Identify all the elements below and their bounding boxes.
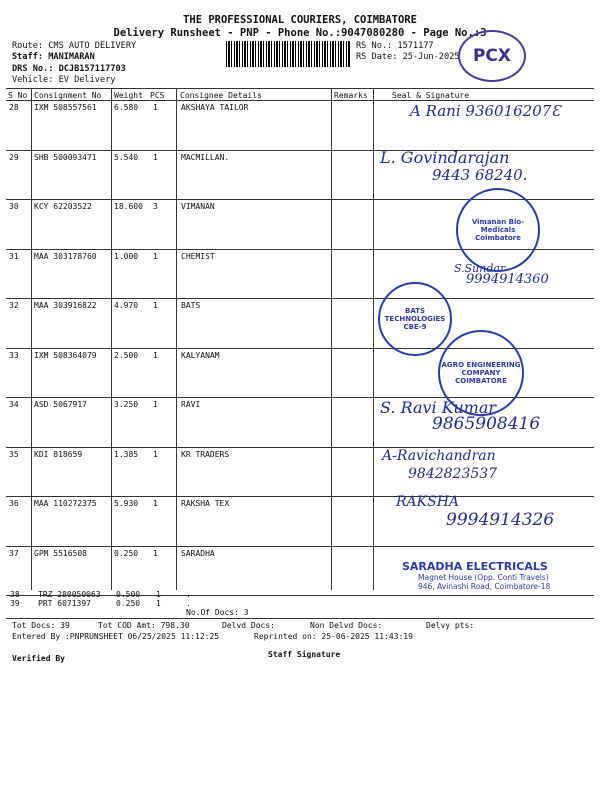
row-sno: 36 <box>9 499 19 508</box>
row-sno: 35 <box>9 449 19 459</box>
row-sno: 33 <box>9 350 19 360</box>
row-39-pcs: 1 <box>156 599 161 608</box>
rs-date: RS Date: 25-Jun-2025 <box>356 52 460 62</box>
tot-cod-amt: Tot COD Amt: 798.30 <box>98 621 190 630</box>
signature-row-29-name: L. Govindarajan <box>380 148 510 167</box>
row-consignment: ASD 5067917 <box>34 400 87 409</box>
row-sno: 37 <box>9 548 19 558</box>
delvd-docs: Delvd Docs: <box>222 621 275 630</box>
tot-docs: Tot Docs: 39 <box>12 621 70 630</box>
non-delvd-docs: Non Delvd Docs: <box>310 621 383 630</box>
row-consignment: MAA 110272375 <box>34 499 97 508</box>
signature-row-34-name: S. Ravi Kumar <box>380 398 497 417</box>
row-consignee: VIMANAN <box>181 202 215 211</box>
row-consignment: IXM 508557561 <box>34 103 97 112</box>
row-sno: 30 <box>9 202 19 211</box>
signature-row-35-name: A-Ravichandran <box>382 448 496 464</box>
row-sno: 29 <box>9 152 19 162</box>
row-weight: 2.500 <box>114 350 139 360</box>
col-seal-signature: Seal & Signature <box>392 91 470 100</box>
row-pcs: 3 <box>153 202 158 211</box>
entered-by: Entered By :PNPRUNSHEET 06/25/2025 11:12:25 <box>12 632 220 641</box>
footer-rule <box>6 618 594 619</box>
col-remarks: Remarks <box>334 91 368 100</box>
row-consignee: CHEMIST <box>181 251 215 261</box>
row-consignee: BATS <box>181 301 201 310</box>
signature-row-36-name: RAKSHA <box>396 494 460 510</box>
col-consignee: Consignee Details <box>180 91 262 100</box>
signature-row-34-phone: 9865908416 <box>432 414 541 434</box>
row-consignment: IXM 508364079 <box>34 350 97 360</box>
row-pcs: 1 <box>153 548 158 558</box>
row-consignee: KR TRADERS <box>181 449 230 459</box>
no-of-docs: No.Of Docs: 3 <box>186 608 249 617</box>
row-weight: 0.250 <box>114 548 139 558</box>
row-39-consignee: . <box>186 599 191 608</box>
route-info: Route: CMS AUTO DELIVERY <box>12 41 137 51</box>
reprinted-on: Reprinted on: 25-06-2025 11:43:19 <box>254 632 413 641</box>
signature-row-36-phone: 9994914326 <box>446 510 555 530</box>
row-consignee: AKSHAYA TAILOR <box>181 103 249 112</box>
row-weight: 3.250 <box>114 400 139 409</box>
row-39-weight: 0.250 <box>116 599 141 608</box>
row-weight: 1.385 <box>114 449 139 459</box>
row-sno: 32 <box>9 301 19 310</box>
delvy-pts: Delvy pts: <box>426 621 475 630</box>
row-consignee: RAVI <box>181 400 201 409</box>
company-title: THE PROFESSIONAL COURIERS, COIMBATORE <box>183 14 417 26</box>
col-consignment: Consignment No <box>34 91 102 100</box>
runsheet-subtitle: Delivery Runsheet - PNP - Phone No.:9047080280 - Page No.:3 <box>113 27 487 39</box>
row-consignment: SHB 500093471 <box>34 152 97 162</box>
signature-row-31-phone: 9994914360 <box>466 272 549 287</box>
row-consignee: RAKSHA TEX <box>181 499 230 508</box>
signature-row-31-name: S.Sundar <box>454 262 506 275</box>
row-weight: 6.580 <box>114 103 139 112</box>
row-38-consignment: TRZ 280050063 <box>38 590 101 599</box>
row-39-consignment: PRT 6071397 <box>38 599 91 608</box>
row-consignment: GPM 5516508 <box>34 548 87 558</box>
row-weight: 5.540 <box>114 152 139 162</box>
saradha-stamp-title: SARADHA ELECTRICALS <box>402 560 548 573</box>
col-sno: S No <box>8 91 28 100</box>
row-weight: 1.000 <box>114 251 139 261</box>
row-consignment: KCY 62203522 <box>34 202 92 211</box>
signature-row-28: A Rani 936016207Ɛ <box>410 102 561 120</box>
row-pcs: 1 <box>153 499 158 508</box>
header-top-rule <box>6 88 594 89</box>
saradha-stamp-line1: Magnet House (Opp. Conti Travels) <box>418 573 549 582</box>
row-sno: 28 <box>9 103 19 112</box>
row-consignee: SARADHA <box>181 548 215 558</box>
row-sno: 34 <box>9 400 19 409</box>
col-weight: Weight <box>114 91 143 100</box>
saradha-stamp <box>402 560 550 591</box>
row-pcs: 1 <box>153 103 158 112</box>
signature-row-35-phone: 9842823537 <box>408 466 498 482</box>
table-row <box>0 448 600 498</box>
row-pcs: 1 <box>153 350 158 360</box>
vimanan-stamp: Vimanan Bio-Medicals Coimbatore <box>456 188 540 272</box>
bats-stamp: BATS TECHNOLOGIES CBE-9 <box>378 282 452 356</box>
row-38-pcs: 1 <box>156 590 161 599</box>
row-39-sno: 39 <box>10 599 20 608</box>
row-consignment: MAA 303916822 <box>34 301 97 310</box>
row-pcs: 1 <box>153 301 158 310</box>
row-consignee: KALYANAM <box>181 350 220 360</box>
row-pcs: 1 <box>153 152 158 162</box>
row-38-sno: 38 <box>10 590 20 599</box>
col-pcs: PCS <box>150 91 165 100</box>
saradha-stamp-line2: 946, Avinashi Road, Coimbatore-18 <box>418 582 551 591</box>
agro-engineering-stamp: AGRO ENGINEERING COMPANY COIMBATORE <box>438 330 524 416</box>
pcx-stamp: PCX <box>458 30 526 82</box>
rs-number: RS No.: 1571177 <box>356 41 434 51</box>
row-consignee: MACMILLAN. <box>181 152 230 162</box>
barcode <box>226 41 350 67</box>
row-pcs: 1 <box>153 449 158 459</box>
row-weight: 18.600 <box>114 202 143 211</box>
row-pcs: 1 <box>153 400 158 409</box>
row-38-consignee: . <box>186 590 191 599</box>
verified-by: Verified By <box>12 654 65 663</box>
staff-info: Staff: MANIMARAN <box>12 52 95 62</box>
row-weight: 4.970 <box>114 301 139 310</box>
signature-row-29-phone: 9443 68240. <box>432 166 528 184</box>
row-38-weight: 0.500 <box>116 590 141 599</box>
vehicle-info: Vehicle: EV Delivery <box>12 75 116 85</box>
drs-number: DRS No.: DCJB157117703 <box>12 64 126 74</box>
staff-signature: Staff Signature <box>268 650 341 659</box>
row-pcs: 1 <box>153 251 158 261</box>
row-weight: 5.930 <box>114 499 139 508</box>
row-sno: 31 <box>9 251 19 261</box>
row-consignment: MAA 303178760 <box>34 251 97 261</box>
row-consignment: KDI 818659 <box>34 449 83 459</box>
